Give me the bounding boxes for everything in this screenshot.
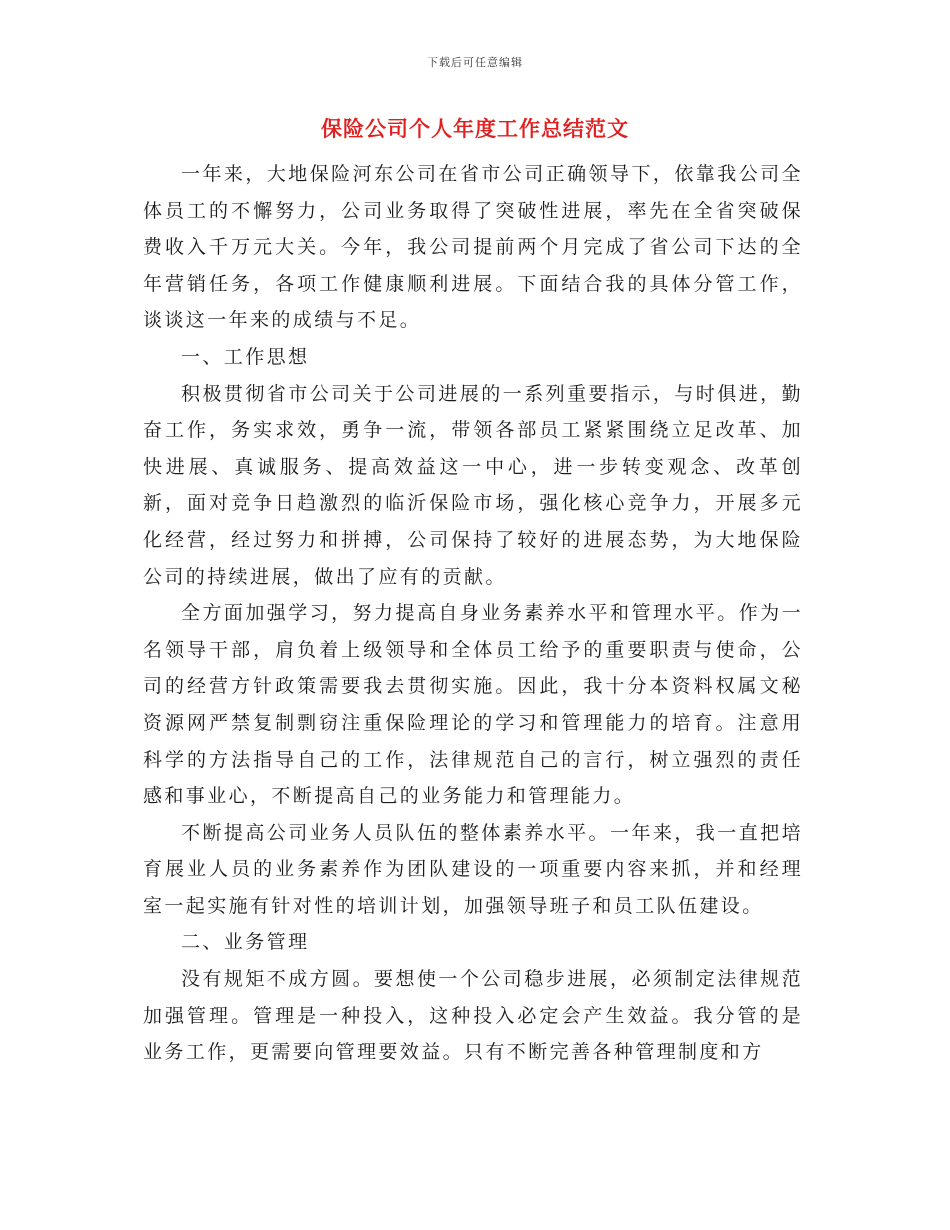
section-heading-work-thinking: 一、工作思想 [181, 345, 310, 368]
page-header-note: 下载后可任意编辑 [427, 56, 523, 69]
paragraph-team-quality: 不断提高公司业务人员队伍的整体素养水平。一年来，我一直把培育展业人员的业务素养作为团队建设的一项重要内容来抓，并和经理室一起实施有针对性的培训计划，加强领导班子和员工队伍建设。 [143, 821, 803, 917]
paragraph-work-thinking: 积极贯彻省市公司关于公司进展的一系列重要指示，与时俱进，勤奋工作，务实求效，勇争一流，带领各部员工紧紧围绕立足改革、加快进展、真诚服务、提高效益这一中心，进一步转变观念、改革创新，面对竞争日趋激烈的临沂保险市场，强化核心竞争力，开展多元化经营，经过努力和拼搏，公司保持了较好的进展态势，为大地保险公司的持续进展，做出了应有的贡献。 [143, 382, 803, 588]
paragraph-business-management: 没有规矩不成方圆。要想使一个公司稳步进展，必须制定法律规范加强管理。管理是一种投入，这种投入必定会产生效益。我分管的是业务工作，更需要向管理要效益。只有不断完善各种管理制度和方 [143, 968, 803, 1064]
section-heading-business-management: 二、业务管理 [181, 931, 310, 954]
document-body [143, 156, 803, 1071]
paragraph-study: 全方面加强学习，努力提高自身业务素养水平和管理水平。作为一名领导干部，肩负着上级领导和全体员工给予的重要职责与使命，公司的经营方针政策需要我去贯彻实施。因此，我十分本资料权属文秘资源网严禁复制剽窃注重保险理论的学习和管理能力的培育。注意用科学的方法指导自己的工作，法律规范自己的言行，树立强烈的责任感和事业心，不断提高自己的业务能力和管理能力。 [143, 602, 803, 808]
paragraph-intro: 一年来，大地保险河东公司在省市公司正确领导下，依靠我公司全体员工的不懈努力，公司业务取得了突破性进展，率先在全省突破保费收入千万元大关。今年，我公司提前两个月完成了省公司下达的全年营销任务，各项工作健康顺利进展。下面结合我的具体分管工作，谈谈这一年来的成绩与不足。 [143, 163, 803, 332]
document-title: 保险公司个人年度工作总结范文 [321, 117, 629, 141]
